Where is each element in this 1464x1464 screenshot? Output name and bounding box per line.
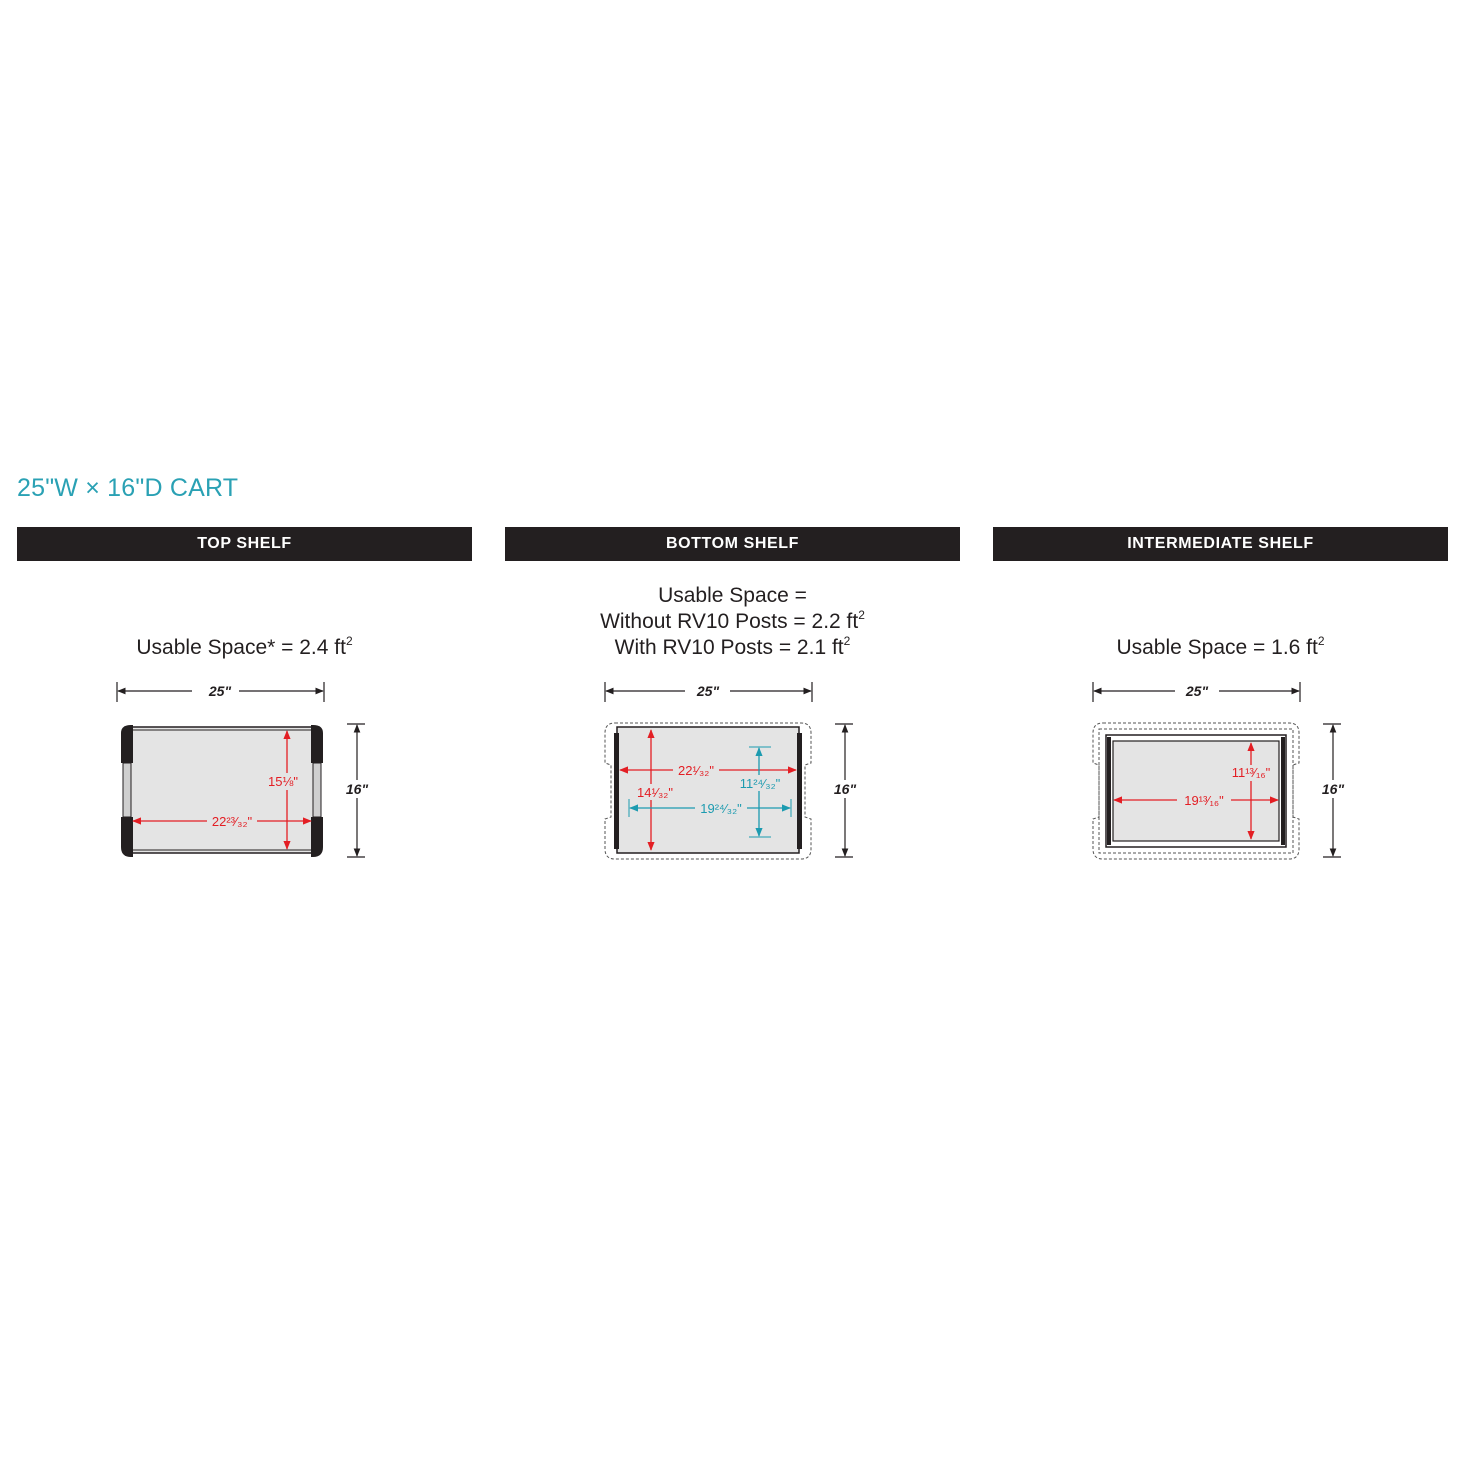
top-shelf-diagram [17,667,472,877]
post-right [1281,737,1285,845]
post-right [797,733,802,849]
squared-exponent: 2 [843,634,851,648]
bottom-shelf-header: BOTTOM SHELF [505,527,960,561]
intermediate-shelf-header: INTERMEDIATE SHELF [993,527,1448,561]
bottom-depth-dim: 16" [833,781,857,797]
bottom-red-depth: 14¹⁄₃₂" [637,785,673,800]
shelf-surface [1113,741,1279,841]
top-width-dim: 25" [208,683,232,699]
handle-left-bar [123,763,131,817]
squared-exponent: 2 [345,634,353,648]
intermediate-width-dim: 25" [1185,683,1209,699]
handle-right-bottom [311,817,323,857]
squared-exponent: 2 [858,608,865,622]
bottom-shelf-panel [505,527,960,967]
squared-exponent: 2 [1317,634,1325,648]
handle-right-bar [313,763,321,817]
intermediate-shelf-usable-space [993,635,1448,661]
handle-left-bottom [121,817,133,857]
intermediate-shelf-usable-text: Usable Space = 1.6 ft [1116,636,1318,659]
top-shelf-header: TOP SHELF [17,527,472,561]
top-inner-width: 22²³⁄₃₂" [211,814,253,829]
intermediate-depth-dim: 16" [1321,781,1345,797]
bottom-usable-line3: With RV10 Posts = 2.1 ft [614,636,844,659]
post-left [1107,737,1111,845]
top-inner-depth: 15⅛" [268,774,298,789]
intermediate-inner-width: 19¹³⁄₁₆" [1184,793,1224,808]
handle-left-top [121,725,133,763]
page-title: 25"W × 16"D CART [17,474,239,502]
bottom-shelf-diagram [505,667,960,877]
bottom-usable-line2-row [505,609,960,635]
bottom-shelf-usable-space [505,583,960,661]
intermediate-shelf-diagram [993,667,1448,877]
bottom-red-width: 22¹⁄₃₂" [678,763,714,778]
top-shelf-panel [17,527,472,967]
bottom-usable-line3-row [505,635,960,661]
top-shelf-usable-space [17,635,472,661]
bottom-usable-line2: Without RV10 Posts = 2.2 ft [600,610,859,633]
bottom-blue-depth: 11²⁴⁄₃₂" [739,776,781,791]
bottom-width-dim: 25" [696,683,720,699]
top-shelf-usable-text: Usable Space* = 2.4 ft [136,636,346,659]
top-depth-dim: 16" [345,781,369,797]
intermediate-shelf-panel [993,527,1448,967]
handle-right-top [311,725,323,763]
bottom-blue-width: 19²⁴⁄₃₂" [700,801,742,816]
intermediate-inner-depth: 11¹³⁄₁₆" [1231,765,1271,780]
post-left [614,733,619,849]
bottom-usable-line1: Usable Space = [658,584,807,607]
